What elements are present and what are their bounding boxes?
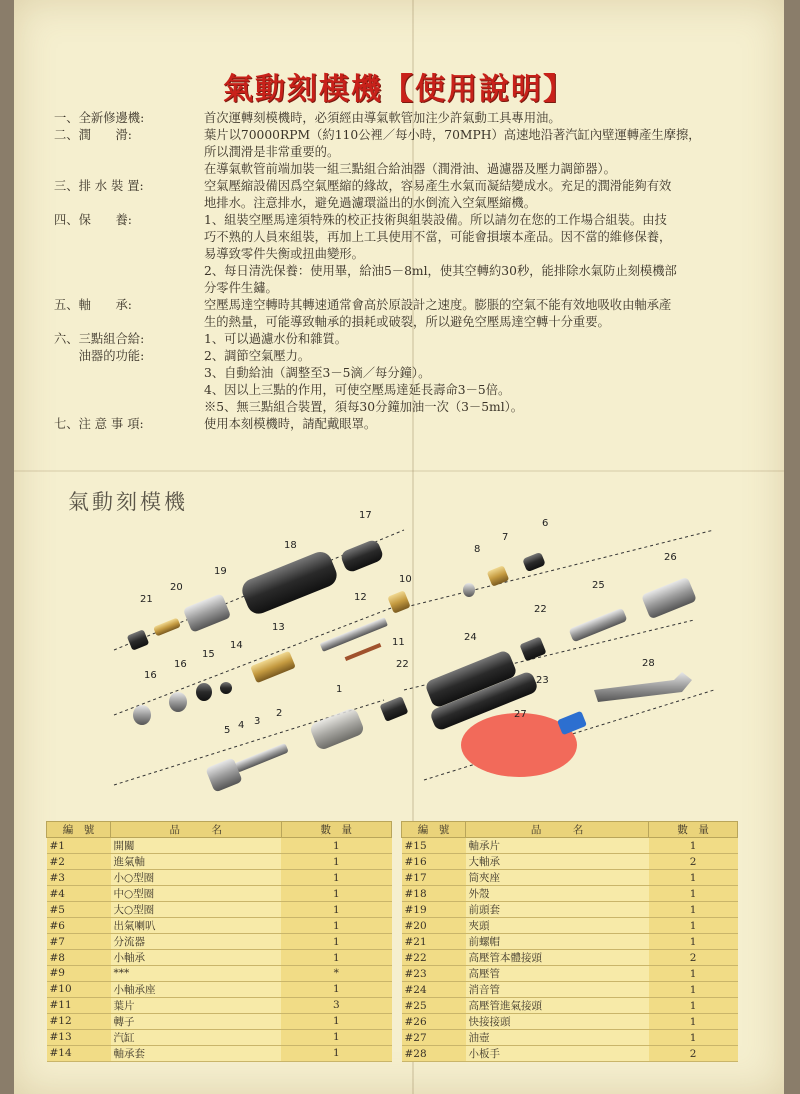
col-name: 品 名 [111, 822, 282, 838]
instruction-label: 六、三點組合給: [54, 332, 145, 346]
callout-21: 21 [140, 594, 153, 605]
part-switch [309, 707, 366, 752]
table-row [402, 934, 738, 950]
callout-11: 11 [392, 637, 405, 648]
instruction-text: 1、組裝空壓馬達須特殊的校正技術與組裝設備。所以請勿在您的工作場合組裝。由技 [204, 213, 667, 227]
instruction-label: 一、全新修邊機: [54, 111, 145, 125]
instruction-text: 2、每日清洗保養：使用畢，給油5－8ml，使其空轉約30秒，能排除水氣防止刻模機部 [204, 264, 677, 278]
instruction-line [54, 212, 774, 229]
callout-16a: 16 [174, 659, 187, 670]
instruction-label: 油器的功能: [54, 349, 145, 363]
part-name: 筒夾座 [466, 870, 649, 886]
part-small-bearing-seat [387, 590, 410, 613]
part-name: 大○型圈 [111, 902, 282, 918]
part-name: 葉片 [111, 997, 282, 1013]
callout-20: 20 [170, 582, 183, 593]
part-number: #1 [47, 838, 111, 854]
part-quantity: 1 [649, 870, 738, 886]
instruction-label: 七、注 意 事 項: [54, 417, 144, 431]
instruction-text: ※5、無三點組合裝置，須每30分鐘加油一次（3－5ml）。 [204, 400, 524, 414]
instruction-label: 三、排 水 裝 置: [54, 179, 144, 193]
part-quantity: 1 [649, 902, 738, 918]
part-quantity: 1 [281, 1045, 391, 1061]
part-number: #4 [47, 886, 111, 902]
callout-26: 26 [664, 552, 677, 563]
instruction-label [54, 382, 204, 399]
instruction-label: 四、保 養: [54, 213, 132, 227]
part-large-bearing-2 [133, 705, 151, 725]
part-bearing-shim [220, 682, 232, 694]
col-number: 編 號 [47, 822, 111, 838]
part-inlet-fitting [568, 608, 627, 643]
callout-18: 18 [284, 540, 297, 551]
part-number: #11 [47, 997, 111, 1013]
parts-table-right [401, 821, 738, 1062]
table-row [47, 870, 392, 886]
instruction-label [54, 399, 204, 416]
part-number: #2 [47, 854, 111, 870]
callout-1: 1 [336, 684, 343, 695]
instruction-line [54, 144, 774, 161]
instruction-text: 所以潤滑是非常重要的。 [204, 145, 340, 159]
part-quantity: 1 [281, 1013, 391, 1029]
instruction-text: 空壓馬達空轉時其轉速通常會高於原設計之速度。膨脹的空氣不能有效地吸收由軸承產 [204, 298, 672, 312]
parts-table-left [46, 821, 392, 1062]
col-quantity: 數 量 [649, 822, 738, 838]
instruction-line [54, 314, 774, 331]
part-name: 大軸承 [466, 854, 649, 870]
table-row [47, 1045, 392, 1061]
part-name: 分流器 [111, 934, 282, 950]
table-row [47, 886, 392, 902]
part-number: #3 [47, 870, 111, 886]
instruction-label [54, 195, 204, 212]
part-number: #21 [402, 934, 466, 950]
table-row [47, 950, 392, 966]
table-row [47, 854, 392, 870]
part-quantity: 1 [649, 982, 738, 998]
part-quantity: 1 [281, 981, 391, 997]
table-row [47, 918, 392, 934]
page-title: 氣動刻模機【使用說明】 [223, 72, 575, 107]
instruction-text: 使用本刻模機時，請配戴眼罩。 [204, 417, 377, 431]
part-name: 高壓管 [466, 966, 649, 982]
part-quantity: 1 [281, 854, 391, 870]
part-quantity: 1 [281, 1029, 391, 1045]
callout-24: 24 [464, 632, 477, 643]
instruction-line [54, 263, 774, 280]
part-quantity: 3 [281, 997, 391, 1013]
callout-7: 7 [502, 532, 509, 543]
part-quantity: 1 [649, 934, 738, 950]
part-name: 前螺帽 [466, 934, 649, 950]
instruction-line [54, 331, 774, 348]
instruction-label [54, 144, 204, 161]
instruction-label [54, 365, 204, 382]
table-row [402, 870, 738, 886]
part-number: #19 [402, 902, 466, 918]
part-name: 出氣喇叭 [111, 918, 282, 934]
instruction-line [54, 382, 774, 399]
part-quantity: 1 [281, 950, 391, 966]
part-name: 夾頭 [466, 918, 649, 934]
table-row [47, 997, 392, 1013]
table-row [402, 1014, 738, 1030]
part-shell [239, 548, 341, 617]
part-number: #5 [47, 902, 111, 918]
part-name: 高壓管本體接頭 [466, 950, 649, 966]
callout-8: 8 [474, 544, 481, 555]
callout-2: 2 [276, 708, 283, 719]
part-name: 軸承套 [111, 1045, 282, 1061]
instruction-line [54, 297, 774, 314]
part-hose-connector-1 [519, 637, 546, 662]
part-quantity: 2 [649, 1046, 738, 1062]
col-number: 編 號 [402, 822, 466, 838]
callout-14: 14 [230, 640, 243, 651]
part-quantity: 1 [281, 870, 391, 886]
part-quantity: 1 [649, 1030, 738, 1046]
part-inlet-shaft [234, 743, 289, 773]
diagram-title: 氣動刻模機 [68, 490, 188, 514]
callout-6: 6 [542, 518, 549, 529]
part-large-bearing-1 [169, 692, 187, 712]
part-quantity: 1 [649, 1014, 738, 1030]
part-bearing-sleeve [196, 683, 212, 701]
part-chuck [153, 617, 181, 636]
table-row [47, 981, 392, 997]
part-name: 油壺 [466, 1030, 649, 1046]
instruction-text: 地排水。注意排水，避免過濾環溢出的水倒流入空氣壓縮機。 [204, 196, 537, 210]
part-number: #15 [402, 838, 466, 854]
instruction-line [54, 161, 774, 178]
part-name: 快接接頭 [466, 1014, 649, 1030]
table-row [402, 902, 738, 918]
table-row [402, 950, 738, 966]
callout-25: 25 [592, 580, 605, 591]
part-number: #9 [47, 966, 111, 982]
part-name: 小○型圈 [111, 870, 282, 886]
part-oil-bottle [461, 711, 587, 777]
part-front-nut [127, 629, 150, 651]
callout-15: 15 [202, 649, 215, 660]
instruction-text: 2、調節空氣壓力。 [204, 349, 311, 363]
part-name: 汽缸 [111, 1029, 282, 1045]
part-small-bearing [463, 583, 475, 597]
instruction-line [54, 195, 774, 212]
part-number: #24 [402, 982, 466, 998]
part-name: 外殼 [466, 886, 649, 902]
part-number: #20 [402, 918, 466, 934]
part-quantity: 2 [649, 950, 738, 966]
part-name: 小軸承座 [111, 981, 282, 997]
table-row [47, 1013, 392, 1029]
part-cylinder [250, 651, 296, 683]
instruction-text: 葉片以70000RPM（約110公裡／每小時，70MPH）高速地沿著汽缸內壁運轉產生摩擦， [204, 128, 701, 142]
part-name: *** [111, 966, 282, 982]
callout-27: 27 [514, 709, 527, 720]
instruction-label [54, 280, 204, 297]
instruction-line [54, 110, 774, 127]
col-name: 品 名 [466, 822, 649, 838]
part-quick-connector [641, 577, 697, 620]
callout-23: 23 [536, 675, 549, 686]
callout-12: 12 [354, 592, 367, 603]
callout-28: 28 [642, 658, 655, 669]
instruction-text: 首次運轉刻模機時，必須經由導氣軟管加注少許氣動工具專用油。 [204, 111, 561, 125]
table-row [402, 1030, 738, 1046]
instruction-text: 1、可以過濾水份和雜質。 [204, 332, 348, 346]
instruction-text: 巧不熟的人員來組裝，再加上工具使用不當，可能會損壞本產品。因不當的維修保養， [204, 230, 672, 244]
table-row [402, 838, 738, 854]
paper-fold-horizontal [14, 470, 784, 472]
instruction-label [54, 161, 204, 178]
part-name: 小軸承 [111, 950, 282, 966]
part-name: 前頭套 [466, 902, 649, 918]
part-number: #14 [47, 1045, 111, 1061]
instruction-label [54, 229, 204, 246]
part-name: 轉子 [111, 1013, 282, 1029]
col-quantity: 數 量 [281, 822, 391, 838]
instruction-label [54, 263, 204, 280]
part-name: 軸承片 [466, 838, 649, 854]
part-number: #12 [47, 1013, 111, 1029]
part-quantity: 1 [281, 934, 391, 950]
instruction-line [54, 416, 774, 433]
part-exhaust-horn [522, 552, 546, 572]
part-wrench [594, 672, 692, 702]
callout-22b: 22 [396, 659, 409, 670]
callout-17: 17 [359, 510, 372, 521]
instruction-line [54, 127, 774, 144]
instruction-label [54, 314, 204, 331]
table-row [402, 918, 738, 934]
part-number: #22 [402, 950, 466, 966]
part-number: #27 [402, 1030, 466, 1046]
table-row [47, 902, 392, 918]
callout-16b: 16 [144, 670, 157, 681]
instruction-label [54, 246, 204, 263]
instruction-text: 分零件生鏽。 [204, 281, 278, 295]
instruction-line [54, 280, 774, 297]
callout-13: 13 [272, 622, 285, 633]
table-row [47, 1029, 392, 1045]
part-number: #16 [402, 854, 466, 870]
instruction-text: 3、自動給油（調整至3－5滴／每分鐘）。 [204, 366, 431, 380]
instruction-text: 4、因以上三點的作用，可使空壓馬達延長壽命3－5倍。 [204, 383, 511, 397]
callout-5: 5 [224, 725, 231, 736]
table-row [402, 998, 738, 1014]
instruction-text: 生的熱量，可能導致軸承的損耗或破裂，所以避免空壓馬達空轉十分重要。 [204, 315, 610, 329]
part-number: #17 [402, 870, 466, 886]
part-front-sleeve [183, 593, 232, 633]
instruction-line [54, 348, 774, 365]
instruction-line [54, 178, 774, 195]
part-number: #10 [47, 981, 111, 997]
table-row [402, 886, 738, 902]
instructions-list [54, 110, 774, 433]
part-quantity: 1 [281, 902, 391, 918]
part-quantity: 1 [649, 918, 738, 934]
part-quantity: 2 [649, 854, 738, 870]
part-name: 中○型圈 [111, 886, 282, 902]
instruction-line [54, 365, 774, 382]
callout-19: 19 [214, 566, 227, 577]
instruction-label: 二、潤 滑: [54, 128, 132, 142]
part-vanes [345, 643, 382, 661]
part-quantity: 1 [281, 838, 391, 854]
instruction-text: 在導氣軟管前端加裝一組三點組合給油器（潤滑油、過濾器及壓力調節器）。 [204, 162, 616, 176]
part-quantity: 1 [649, 886, 738, 902]
part-number: #8 [47, 950, 111, 966]
part-name: 進氣軸 [111, 854, 282, 870]
instruction-label: 五、軸 承: [54, 298, 132, 312]
part-quantity: 1 [649, 966, 738, 982]
part-number: #26 [402, 1014, 466, 1030]
part-quantity: * [281, 966, 391, 982]
table-row [47, 838, 392, 854]
exploded-parts-diagram [74, 510, 714, 800]
part-number: #7 [47, 934, 111, 950]
part-number: #28 [402, 1046, 466, 1062]
part-quantity: 1 [649, 838, 738, 854]
part-number: #13 [47, 1029, 111, 1045]
part-name: 消音管 [466, 982, 649, 998]
part-number: #23 [402, 966, 466, 982]
table-row [402, 1046, 738, 1062]
instruction-line [54, 246, 774, 263]
callout-3: 3 [254, 716, 261, 727]
instruction-text: 空氣壓縮設備因爲空氣壓縮的緣故，容易產生水氣而凝結變成水。充足的潤滑能夠有效 [204, 179, 672, 193]
callout-22a: 22 [534, 604, 547, 615]
instruction-text: 易導致零件失衡或扭曲變形。 [204, 247, 364, 261]
instruction-line [54, 399, 774, 416]
part-quantity: 1 [281, 886, 391, 902]
callout-10: 10 [399, 574, 412, 585]
table-row [47, 934, 392, 950]
part-quantity: 1 [281, 918, 391, 934]
part-name: 小板手 [466, 1046, 649, 1062]
part-splitter [487, 565, 510, 587]
table-row [402, 966, 738, 982]
table-row [402, 982, 738, 998]
instruction-line [54, 229, 774, 246]
part-quantity: 1 [649, 998, 738, 1014]
callout-4: 4 [238, 720, 245, 731]
table-row [402, 854, 738, 870]
part-number: #18 [402, 886, 466, 902]
part-number: #6 [47, 918, 111, 934]
part-name: 開關 [111, 838, 282, 854]
table-row [47, 966, 392, 982]
part-number: #25 [402, 998, 466, 1014]
part-collet-seat [339, 538, 384, 573]
part-name: 高壓管進氣接頭 [466, 998, 649, 1014]
